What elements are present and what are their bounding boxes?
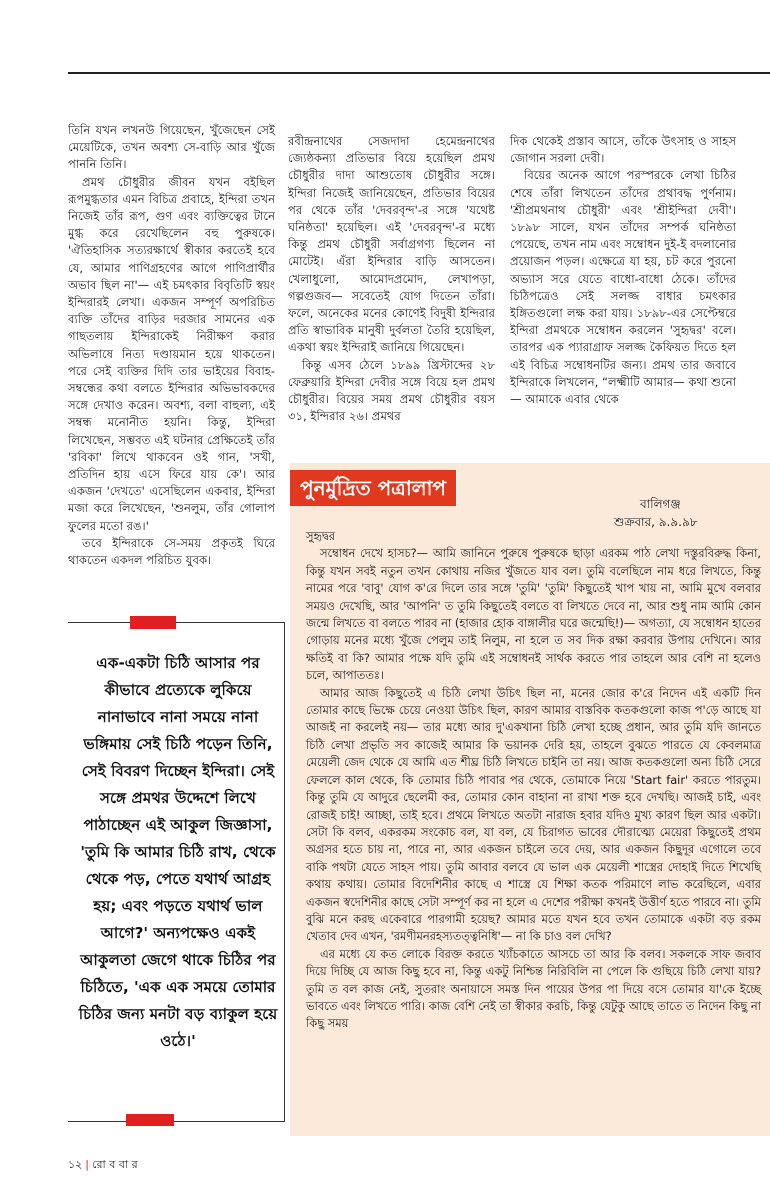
magazine-name: রো ব বা র — [92, 1158, 138, 1171]
letter-place: বালিগঞ্জ — [640, 497, 681, 511]
page-footer — [68, 1156, 138, 1175]
letter-paragraph: এর মধ্যে যে কত লোকে বিরক্ত করতে খ্যাঁচকাতে আসচে তা আর কি বলব। সকলকে সাফ জবাব দিয়ে দিচ্ছি যে আজ কিছু হবে না, কিন্তু একটু নিশ্চিন্ত নিরিবিলি না পেলে কি গুছিয়ে চিঠি লেখা যায়? তুমি ত বল কাজ নেই, সুতরাং অনায়াসে সমস্ত দিন পায়ের উপর পা দিয়ে বসে তোমার যা'কে ইচ্ছে ভাবতে এবং লিখতে পারি। কাজ বেশি নেই তা স্বীকার করচি, কিন্তু যেটুকু আছে তাতে ত নিদেন কিছু না কিছু সময় — [306, 946, 761, 1031]
footer-divider: | — [85, 1158, 90, 1171]
paragraph: বিয়ের অনেক আগে পরস্পরকে লেখা চিঠির শেষে তাঁরা লিখতেন তাঁদের প্রথাবদ্ধ পুর্ণনাম। 'শ্রীপ্রমথনাথ চৌধুরী' এবং 'শ্রীইন্দিরা দেবী'। ১৮৯৮ সালে, যখন তাঁদের সম্পর্ক ঘনিষ্ঠতা পেয়েছে, তখন নাম এবং সম্বোধন দুই-ই বদলানোর প্রয়োজন পড়ল। এক্ষেত্রে যা হয়, চট করে পুরনো অভ্যাস সরে যেতে বাধো-বাধো ঠেকে। তাঁদের চিঠিপত্রেও সেই সলজ্জ বাধার চমৎকার ইঙ্গিতগুলো লক্ষ করা যায়। ১৮৯৮-এর সেপ্টেম্বরে ইন্দিরা প্রমথকে সম্বোধন করলেন 'সুহৃদ্বর' বলে। তারপর এক প্যারাগ্রাফ সলজ্জ কৈফিয়ত দিতে হল এই বিচিত্র সম্বোধনটির জন্য। প্রমথ তার জবাবে ইন্দিরাকে লিখলেন, “লক্ষ্মীটি আমার— কথা শুনো— আমাকে এবার থেকে — [510, 168, 736, 407]
paragraph: রবীন্দ্রনাথের সেজদাদা হেমেন্দ্রনাথের জ্যেষ্ঠকন্যা প্রতিভার বিয়ে হয়েছিল প্রমথ চৌধুরীর দাদা আশুতোষ চৌধুরীর সঙ্গে। ইন্দিরা নিজেই জানিয়েছেন, প্রতিভার বিয়ের পর থেকে তাঁর 'দেবরবৃন্দ'-র সঙ্গে 'যথেষ্ট ঘনিষ্ঠতা' হয়েছিল। এই 'দেবরবৃন্দ'-র মধ্যে কিন্তু প্রমথ চৌধুরী সর্বাগ্রগণ্য ছিলেন না মোটেই। এঁরা ইন্দিরার বাড়ি আসতেন। খেলাধুলো, আমোদপ্রমোদ, লেখাপড়া, গল্পগুজব— সবেতেই যোগ দিতেন তাঁরা। ফলে, অনেকের মনের কোণেই বিদুষী ইন্দিরার প্রতি স্বাভাবিক মানুষী দুর্বলতা তৈরি হয়েছিল, একথা স্বয়ং ইন্দিরাই জানিয়ে গিয়েছেন। — [288, 134, 495, 355]
pull-quote: এক-একটা চিঠি আসার পর কীভাবে প্রত্যেকে লুকিয়ে নানাভাবে নানা সময়ে নানা ভঙ্গিমায় সেই চিঠি পড়েন তিনি, সেই বিবরণ দিচ্ছেন ইন্দিরা। সেই সঙ্গে প্রমথর উদ্দেশে লিখে পাঠাচ্ছেন এই আকুল জিজ্ঞাসা, 'তুমি কি আমার চিঠি রাখ, থেকে থেকে পড়, পেতে যথার্থ আগ্রহ হয়; এবং পড়তে যথার্থ ভাল আগে?' অন্যপক্ষেও একই আকুলতা জেগে থাকে চিঠির পর চিঠিতে, 'এক এক সময়ে তোমার চিঠির জন্য মনটা বড় ব্যাকুল হয়ে ওঠে।' — [78, 654, 278, 1050]
header-rule — [68, 72, 770, 74]
letter-salutation: সুহৃদ্বর — [306, 529, 336, 543]
pull-quote-accent-bottom — [126, 1114, 174, 1126]
letter-paragraph: আমার আজ কিছুতেই এ চিঠি লেখা উচিৎ ছিল না, মনের জোর ক'রে নিদেন এই একটি দিন তোমার কাছে ভিক্ষে চেয়ে নেওয়া উচিৎ ছিল, কারণ আমার বাস্তবিক কতকগুলো কাজ প'ড়ে আছে যা আজই না করলেই নয়— তার মধ্যে আর দু'একখানা চিঠি লেখা হচ্ছে প্রধান, আর তুমি যদি জানতে চিঠি লেখা প্রভৃতি সব কাজেই আমার কি ভয়ানক দেরি হয়, তাহলে বুঝতে পারতে যে কেবলমাত্র মেয়েলী জেদ থেকে যে আমি এত শীঘ্র চিঠি লিখতে চাইনি তা নয়। আজ কতকগুলো অন্য চিঠি সেরে ফেললে কাল থেকে, কি তোমার চিঠি পাবার পর থেকে, তোমাকে নিয়ে 'Start fair' করতে পারতুম। কিন্তু তুমি যে আদুরে ছেলেমী কর, তোমার কোন বাহানা না রাখা শক্ত হবে দেখছি। আজই চাই, এবং রোজই চাই! আচ্ছা, তাই হবে। প্রথমে লিখতে অতটা নারাজ হবার যদিও মুখ্য কারণ ছিল আর একটা। সেটা কি বলব, একরকম সংকোচ বল, যা বল, যে চিরাগত ভাবের দৌরাত্ম্যে মেয়েরা কিছুতেই প্রথম অগ্রসর হতে চায় না, পারে না, আর একজন চাইলে তবে দেয়, আর একজন কিছুদূর এগোলে তবে বাকি পথটা যেতে সাহস পায়। তুমি আবার বলবে যে ভাল এক মেয়েলী শাস্ত্রের দোহাই দিতে শিখেছি কথায় কথায়। তোমার বিদেশিনীর কাছে এ শাস্ত্রে যে শিক্ষা কতক পরিমাণে লাভ করেছিলে, এবার একজন স্বদেশিনীর কাছে সেটা সম্পূর্ণ কর না হলে এ দেশের পরীক্ষা কখনই উত্তীর্ণ হতে পারবে না। তুমি বুঝি মনে করছ একেবারে পারগামী হয়েছ? আমার মতে যখন হবে তখন তোমাকে একটা বড় রকম খেতাব দেব এখন, 'রমণীমনরহস্যতত্ত্বনিধি'— না কি চাও বল দেখি? — [306, 685, 761, 944]
letter-paragraph: সম্বোধন দেখে হাসচ?— আমি জানিনে পুরুষে পুরুষকে ছাড়া এরকম পাঠ লেখা দস্তুরবিরুদ্ধ কিনা, কিন্তু যখন সবই নতুন তখন কোথায় নজির খুঁজতে যাব বল। তুমি বলেছিলে নাম ধরে লিখতে, কিন্তু নামের পরে 'বাবু' যোগ ক'রে দিলে তার সঙ্গে 'তুমি' 'তুমি' কিছুতেই খাপ খায় না, আমি মুখে বলবার সময়ও দেখেছি, আর 'আপনি' ত তুমি কিছুতেই বলতে বা লিখতে দেবে না, আর শুধু নাম আমি কোন জন্মে লিখতে বা বলতে পারব না (হাজার হোক বাঙ্গালীর ঘরে জন্মেছি!)— অগত্যা, যে সম্বোধন হাতের গোড়ায় মনের মধ্যে খুঁজে পেলুম তাই নিলুম, না হলে ত সব দিক রক্ষা করবার উপায় দেখিনে। আর ক্ষতিই বা কি? আমার পক্ষে যদি তুমি এই সম্বোধনই সার্থক করতে পার তাহলে আর বেশি না হলেও চলে, আপাততঃ। — [306, 546, 761, 683]
letter-date: শুক্রবার, ৯.৯.৯৮ — [614, 515, 698, 529]
paragraph: দিক থেকেই প্রস্তাব আসে, তাঁকে উৎসাহ ও সাহস জোগান সরলা দেবী। — [510, 134, 736, 166]
paragraph: তিনি যখন লখনউ গিয়েছেন, খুঁজেছেন সেই মেয়েটিকে, তখন অবশ্য সে-বাড়ি আর খুঁজে পাননি তিনি। — [68, 123, 275, 172]
article-column-2 — [288, 133, 495, 425]
paragraph: প্রমথ চৌধুরীর জীবন যখন বইছিল রূপমুগ্ধতার এমন বিচিত্র প্রবাহে, ইন্দিরা তখন নিজেই তাঁর রূপ, গুণ এবং ব্যক্তিত্বের টানে মুগ্ধ করে রেখেছিলেন বহু পুরুষকে। 'ঐতিহাসিক সত্যরক্ষার্থে স্বীকার করতেই হবে যে, আমার পাণিগ্রহণের আগে পাণিপ্রার্থীর অভাব ছিল না'— এই চমৎকার বিবৃতিটি স্বয়ং ইন্দিরারই লেখা। একজন সম্পূর্ণ অপরিচিত ব্যক্তি তাঁদের বাড়ির দরজার সামনের এক গাছতলায় ইন্দিরাকেই নিরীক্ষণ করার অভিলাষে নিত্য দণ্ডায়মান হয়ে থাকতেন। পরে সেই ব্যক্তির দিদি তার ভাইয়ের বিবাহ-সম্বন্ধের কথা বলতে ইন্দিরার অভিভাবকদের সঙ্গে দেখাও করেন। অবশ্য, বলা বাহুল্য, এই সম্বন্ধ মনোনীত হয়নি। কিন্তু, ইন্দিরা লিখেছেন, সম্ভবত এই ঘটনার প্রেক্ষিতেই তাঁর 'রবিকা' লিখে থাকবেন ওই গান, 'সখী, প্রতিদিন হায় এসে ফিরে যায় কে'। আর একজন 'দেখতে' এসেছিলেন একবার, ইন্দিরা মজা করে লিখেছেন, 'শুনলুম, তাঁর গোলাপ ফুলের মতো রঙ।' — [68, 174, 275, 533]
paragraph: তবে ইন্দিরাকে সে-সময় প্রকৃতই ঘিরে থাকতেন একদল পরিচিত যুবক। — [68, 535, 275, 568]
letter-body — [306, 528, 761, 1033]
article-column-1 — [68, 122, 275, 569]
paragraph: কিন্তু এসব ঠেলে ১৮৯৯ খ্রিস্টাব্দের ২৮ ফেব্রুয়ারি ইন্দিরা দেবীর সঙ্গে বিয়ে হল প্রমথ চৌধুরীর। বিয়ের সময় প্রমথ চৌধুরীর বয়স ৩১, ইন্দিরার ২৬। প্রমথর — [288, 357, 495, 424]
pull-quote-accent-top — [130, 616, 176, 629]
letter-section-title: পুনর্মুদ্রিত পত্রালাপ — [290, 470, 457, 506]
page-number: ১২ — [68, 1158, 83, 1171]
article-column-3 — [510, 133, 736, 408]
